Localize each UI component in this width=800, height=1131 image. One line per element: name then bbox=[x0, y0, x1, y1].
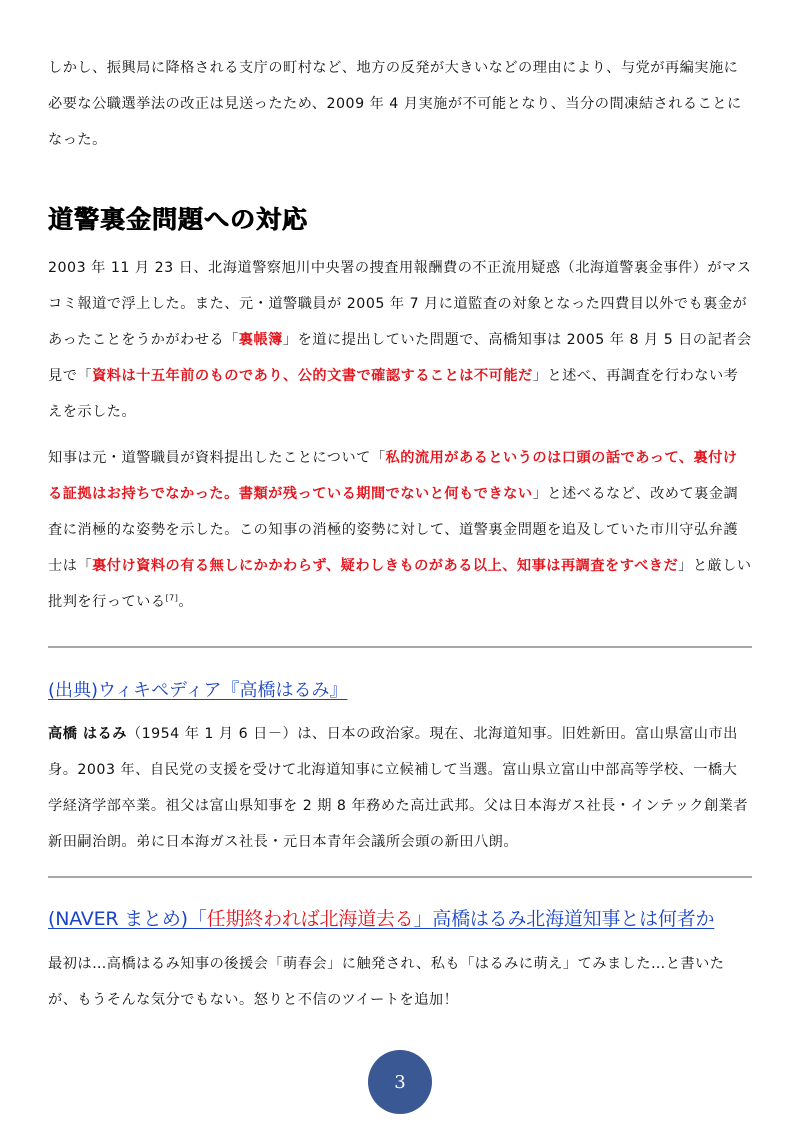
text-span: 。 bbox=[178, 594, 194, 610]
text-span: 」と述べ、再調査を行わない考えを示した。 bbox=[48, 368, 739, 420]
source-link-wikipedia[interactable]: (出典)ウィキペディア『高橋はるみ』 bbox=[48, 680, 348, 701]
source-paragraph-wikipedia bbox=[48, 716, 752, 860]
section-heading: 道警裏金問題への対応 bbox=[48, 205, 309, 234]
section-paragraph-1 bbox=[48, 250, 752, 430]
page-number-badge: 3 bbox=[368, 1050, 432, 1114]
highlight-text: 裏帳簿 bbox=[238, 332, 283, 348]
link-text-highlight[interactable]: 任期終われば北海道去る bbox=[206, 908, 414, 930]
text-span: （1954 年 1 月 6 日－）は、日本の政治家。現在、北海道知事。旧姓新田。富山県富山市出身。2003 年、自民党の支援を受けて北海道知事に立候補して当選。富山県立富山中部高等学校、一橋大学経済学部卒業。祖父は富山県知事を 2 期 8 年務めた高辻武邦。父は日本海ガス社長・インテック創業者新田嗣治朗。弟に日本海ガス社長・元日本青年会議所会頭の新田八朗。 bbox=[48, 726, 749, 850]
person-name: 高橋 はるみ bbox=[48, 726, 127, 742]
text-span: 」と厳しい批判を行っている bbox=[48, 558, 752, 610]
highlight-quote: 裏付け資料の有る無しにかかわらず、疑わしきものがある以上、知事は再調査をすべきだ bbox=[92, 558, 679, 574]
intro-paragraph: しかし、振興局に降格される支庁の町村など、地方の反発が大きいなどの理由により、与党が再編実施に必要な公職選挙法の改正は見送ったため、2009 年 4 月実施が不可能となり、当分の間凍結されることになった。 bbox=[48, 60, 742, 148]
highlight-quote: 資料は十五年前のものであり、公的文書で確認することは不可能だ bbox=[92, 368, 533, 384]
text-span: 2003 年 11 月 23 日、北海道警察旭川中央署の捜査用報酬費の不正流用疑惑（北海道警裏金事件）がマスコミ報道で浮上した。また、元・道警職員が 2005 年 7 月に道監査の対象となった四費目以外でも裏金があったことをうかがわせる「 bbox=[48, 260, 752, 348]
section-paragraph-2 bbox=[48, 440, 752, 620]
highlight-quote: 私的流用があるというのは口頭の話であって、裏付ける証拠はお持ちでなかった。書類が残っている期間でないと何もできない bbox=[48, 450, 738, 502]
source-paragraph-naver: 最初は…高橋はるみ知事の後援会「萌春会」に触発され、私も「はるみに萌え」てみました…と書いたが、もうそんな気分でもない。怒りと不信のツイートを追加！ bbox=[48, 956, 725, 1008]
text-span: 」と述べるなど、改めて裏金調査に消極的な姿勢を示した。この知事の消極的姿勢に対して、道警裏金問題を追及していた市川守弘弁護士は「 bbox=[48, 486, 739, 574]
link-text[interactable]: (NAVER まとめ)「 bbox=[48, 908, 207, 930]
link-text[interactable]: 」高橋はるみ北海道知事とは何者か bbox=[413, 908, 715, 930]
text-span: 知事は元・道警職員が資料提出したことについて「 bbox=[48, 450, 386, 466]
source-link-naver[interactable] bbox=[48, 904, 714, 931]
divider bbox=[48, 876, 752, 878]
footnote-reference[interactable]: [7] bbox=[165, 593, 179, 603]
divider bbox=[48, 646, 752, 648]
text-span: 」を道に提出していた問題で、高橋知事は 2005 年 8 月 5 日の記者会見で「 bbox=[48, 332, 752, 384]
